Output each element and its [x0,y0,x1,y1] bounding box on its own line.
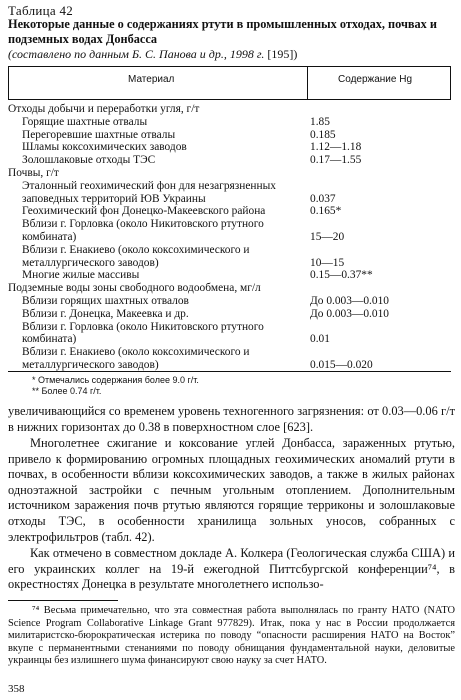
row-value: 0.01 [310,333,330,346]
row-label: Почвы, г/т [8,166,59,179]
row-value: 15—20 [310,230,345,243]
row-value: До 0.003—0.010 [310,294,389,307]
row-value: 0.037 [310,192,336,205]
column-header-material: Материал [128,74,175,85]
row-value: 0.185 [310,128,336,141]
row-label: Шламы коксохимических заводов [22,141,187,154]
table-row [8,346,451,372]
table-source-authors: (составлено по данным Б. С. Панова и др., 1998 г. [8,47,265,61]
row-value: 0.165* [310,205,342,218]
table-left-border [8,66,9,99]
row-value: 10—15 [310,256,345,269]
row-label: Эталонный геохимический фон для незагрязненных заповедных территорий ЮВ Украины [22,179,276,205]
paragraph-coal-combustion: Многолетнее сжигание и коксование углей Донбасса, зараженных ртутью, привело к формированию огромных площадных геохимических аномалий ртути в почвах, в особенности вблизи коксохимических заводов, а также в жилых районах одноэтажной застройки с печным угольным отоплением. Дополнительным источником заражения почв ртутью являются горящие терриконы и золошлаковые отходы ТЭС, в особенности хранилища зольных уносов, собранных с электрофильтров (табл. 42). [8,436,455,544]
table-top-rule [8,66,451,67]
row-label: Геохимический фон Донецко-Макеевского района [22,205,266,218]
table-row [8,116,451,129]
table-title: Некоторые данные о содержаниях ртути в промышленных отходах, почвах и подземных водах Донбасса [8,17,437,46]
row-value: 1.12—1.18 [310,141,362,154]
row-label: Отходы добычи и переработки угля, г/т [8,103,200,115]
row-label: Вблизи г. Горловка (около Никитовского ртутного комбината) [22,320,264,346]
table-header-rule [8,99,451,100]
row-label: Вблизи горящих шахтных отвалов [22,294,189,307]
table-row [8,282,451,295]
row-label: Горящие шахтные отвалы [22,115,148,128]
table-row [8,321,451,347]
row-label: Многие жилые массивы [22,269,140,282]
row-label: Золошлаковые отходы ТЭС [22,154,156,167]
table-source-ref: [195]) [264,47,298,61]
table-row [8,308,451,321]
table-footnote-single-star: * Отмечались содержания более 9.0 г/т. [32,375,199,385]
row-value: 0.15—0.37** [310,269,373,282]
table-body [8,103,451,372]
paragraph-kolker-report: Как отмечено в совместном докладе А. Колкера (Геологическая служба США) и его украинских коллег на 19-й ежегодной Питтсбургской конференции⁷⁴, в окрестностях Донецка в результате многолетнего использо- [8,546,455,592]
table-column-divider [307,66,308,99]
row-value: 0.015—0.020 [310,358,373,371]
table-row [8,205,451,218]
row-value: 0.17—1.55 [310,154,362,167]
table-row [8,218,451,244]
table-right-border [450,66,451,99]
row-value: До 0.003—0.010 [310,307,389,320]
table-row [8,269,451,282]
table-row [8,167,451,180]
row-label: Подземные воды зоны свободного водообмена, мг/л [8,282,261,295]
table-bottom-rule [8,371,451,372]
row-label: Вблизи г. Горловка (около Никитовского ртутного комбината) [22,218,264,243]
table-number: Таблица 42 [8,3,74,18]
table-row [8,141,451,154]
table-row [8,244,451,270]
table-row [8,295,451,308]
table-footnote-double-star: ** Более 0.74 г/т. [32,386,102,396]
row-label: Перегоревшие шахтные отвалы [22,128,176,141]
row-value: 1.85 [310,115,330,128]
table-row [8,103,451,116]
footnote-separator [8,600,118,601]
row-label: Вблизи г. Енакиево (около коксохимического и металлургического заводов) [22,243,250,269]
row-label: Вблизи г. Донецка, Макеевка и др. [22,307,189,320]
page-number: 358 [8,683,25,695]
column-header-hg-content: Содержание Hg [338,74,413,85]
table-source [8,47,453,62]
table-row [8,129,451,142]
table-row [8,180,451,206]
paragraph-continuation: увеличивающийся со временем уровень техногенного загрязнения: от 0.03—0.06 г/т в нижних горизонтах до 0.38 в поверхностном слое [623]. [8,404,455,434]
row-label: Вблизи г. Енакиево (около коксохимического и металлургического заводов) [22,346,250,371]
table-row [8,154,451,167]
footnote-74: ⁷⁴ Весьма примечательно, что эта совместная работа выполнялась по гранту НАТО (NATO Science Program Collaborative Linkage Grant 977829). Итак, пока у нас в России продолжается милитаристско-бюрократическая истерика по поводу “опасности расширения НАТО на Восток” вкупе с перманентными стенаниями по поводу обнищания фундаментальной науки, деловитые украинцы без излишнего шума финансируют свою науку за счет НАТО. [8,605,455,667]
